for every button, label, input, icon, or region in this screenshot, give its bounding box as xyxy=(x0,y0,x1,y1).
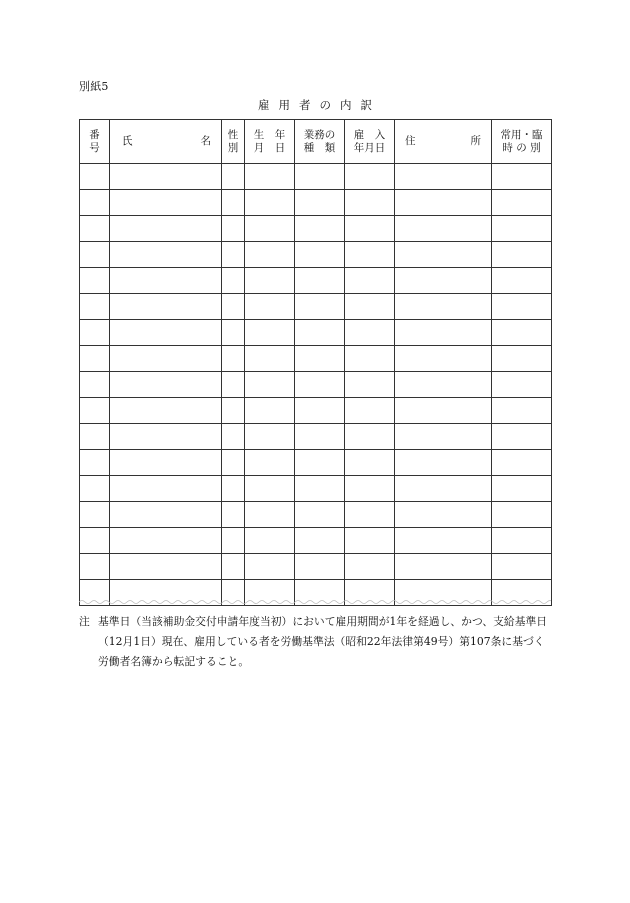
table-cell xyxy=(295,554,345,580)
table-cell xyxy=(110,320,222,346)
table-cell xyxy=(245,242,295,268)
table-cell xyxy=(395,424,492,450)
table-row xyxy=(80,528,552,554)
table-cell xyxy=(222,164,245,190)
table-row xyxy=(80,346,552,372)
table-cell xyxy=(245,268,295,294)
table-cell xyxy=(245,216,295,242)
table-cell xyxy=(222,398,245,424)
table-cell xyxy=(295,320,345,346)
header-address: 住 所 xyxy=(395,120,492,164)
table-cell xyxy=(110,476,222,502)
header-hire-date: 雇 入 年月日 xyxy=(345,120,395,164)
table-cell xyxy=(110,294,222,320)
table-row xyxy=(80,450,552,476)
table-cell xyxy=(245,502,295,528)
table-cell xyxy=(222,450,245,476)
table-cell xyxy=(80,554,110,580)
table-cell xyxy=(492,268,552,294)
table-cell xyxy=(80,372,110,398)
table-cell xyxy=(245,320,295,346)
header-name: 氏 名 xyxy=(110,120,222,164)
table-cell xyxy=(492,528,552,554)
table-cell xyxy=(295,216,345,242)
table-row xyxy=(80,320,552,346)
table-cell xyxy=(245,190,295,216)
footnote-mark: 注 xyxy=(79,615,90,628)
table-cell xyxy=(110,242,222,268)
table-cell xyxy=(295,190,345,216)
table-cell xyxy=(80,242,110,268)
table-cell xyxy=(110,424,222,450)
table-cell xyxy=(110,554,222,580)
table-row xyxy=(80,164,552,190)
table-cell xyxy=(222,424,245,450)
table-cell xyxy=(492,190,552,216)
table-cell xyxy=(395,294,492,320)
table-cell xyxy=(295,164,345,190)
table-cell xyxy=(110,164,222,190)
table-cell xyxy=(245,346,295,372)
table-cell xyxy=(345,450,395,476)
table-cell xyxy=(345,190,395,216)
table-cell xyxy=(110,372,222,398)
table-cell xyxy=(80,346,110,372)
table-cell xyxy=(395,216,492,242)
table-row xyxy=(80,398,552,424)
table-cell xyxy=(110,502,222,528)
table-cell xyxy=(395,372,492,398)
table-cell xyxy=(295,424,345,450)
table-row xyxy=(80,190,552,216)
footnote xyxy=(79,612,554,672)
table-cell xyxy=(395,320,492,346)
table-cell xyxy=(345,424,395,450)
table-cell xyxy=(222,268,245,294)
table-cell xyxy=(80,424,110,450)
table-cell xyxy=(395,164,492,190)
table-cell xyxy=(395,398,492,424)
table-cell xyxy=(395,242,492,268)
table-cell xyxy=(222,502,245,528)
table-cell xyxy=(492,476,552,502)
table-cell xyxy=(295,398,345,424)
table-cell xyxy=(345,398,395,424)
table-cell xyxy=(492,242,552,268)
table-cell xyxy=(395,554,492,580)
table-cell xyxy=(295,372,345,398)
table-cell xyxy=(345,476,395,502)
table-cell xyxy=(492,502,552,528)
table-cell xyxy=(222,190,245,216)
table-row xyxy=(80,554,552,580)
table-cell xyxy=(492,450,552,476)
table-cell xyxy=(295,450,345,476)
table-cell xyxy=(245,476,295,502)
table-cell xyxy=(492,398,552,424)
table-cell xyxy=(80,528,110,554)
table-cell xyxy=(80,502,110,528)
table-cell xyxy=(222,476,245,502)
table-cell xyxy=(295,346,345,372)
table-header-row xyxy=(80,120,552,164)
table-cell xyxy=(110,268,222,294)
header-employment-type: 常用・臨 時 の 別 xyxy=(492,120,552,164)
table-cell xyxy=(222,216,245,242)
table-cell xyxy=(245,164,295,190)
table-cell xyxy=(80,216,110,242)
table-cell xyxy=(222,320,245,346)
header-job-type: 業務の 種 類 xyxy=(295,120,345,164)
table-cell xyxy=(80,320,110,346)
table-row xyxy=(80,372,552,398)
table-cell xyxy=(295,502,345,528)
table-cell xyxy=(110,528,222,554)
table-cell xyxy=(345,164,395,190)
document-title: 雇用者の内訳 xyxy=(258,98,381,112)
table-row xyxy=(80,268,552,294)
table-cell xyxy=(110,398,222,424)
header-number: 番 号 xyxy=(80,120,110,164)
table-cell xyxy=(345,502,395,528)
table-cell xyxy=(395,502,492,528)
attachment-label: 別紙5 xyxy=(79,80,109,93)
table-cell xyxy=(245,294,295,320)
employee-table xyxy=(79,119,552,606)
table-row xyxy=(80,294,552,320)
table-cell xyxy=(492,216,552,242)
table-cell xyxy=(395,476,492,502)
table-cell xyxy=(80,294,110,320)
table-cell xyxy=(492,372,552,398)
table-cell xyxy=(245,424,295,450)
table-cell xyxy=(345,528,395,554)
table-cell xyxy=(492,294,552,320)
table-cell xyxy=(395,528,492,554)
table-cell xyxy=(110,450,222,476)
table-cell xyxy=(492,320,552,346)
table-row xyxy=(80,476,552,502)
table-cell xyxy=(295,294,345,320)
table-row xyxy=(80,424,552,450)
table-cell xyxy=(245,450,295,476)
table-cell xyxy=(110,346,222,372)
table-cell xyxy=(395,268,492,294)
table-cell xyxy=(222,528,245,554)
header-gender: 性 別 xyxy=(222,120,245,164)
table-cell xyxy=(492,346,552,372)
table-cell xyxy=(222,294,245,320)
table-cell xyxy=(245,398,295,424)
table-cell xyxy=(345,294,395,320)
table-cell xyxy=(110,190,222,216)
table-cell xyxy=(295,242,345,268)
table-cell xyxy=(345,372,395,398)
table-cell xyxy=(222,242,245,268)
table-cell xyxy=(345,554,395,580)
table-cell xyxy=(345,320,395,346)
table-row xyxy=(80,216,552,242)
table-cell xyxy=(222,372,245,398)
table-body xyxy=(80,164,552,606)
table-cell xyxy=(245,528,295,554)
table-cell xyxy=(295,476,345,502)
table-cell xyxy=(492,164,552,190)
table-row xyxy=(80,502,552,528)
table-cell xyxy=(492,554,552,580)
table-cell xyxy=(80,450,110,476)
table-cell xyxy=(345,346,395,372)
table-cell xyxy=(395,346,492,372)
table-cell xyxy=(222,346,245,372)
header-birthdate: 生 年 月 日 xyxy=(245,120,295,164)
table-cell xyxy=(345,216,395,242)
table-row xyxy=(80,242,552,268)
table-cell xyxy=(345,242,395,268)
table-cell xyxy=(245,372,295,398)
table-cell xyxy=(295,528,345,554)
table-cell xyxy=(80,398,110,424)
footnote-text: 基準日（当該補助金交付申請年度当初）において雇用期間が1年を経過し、かつ、支給基準日（12月1日）現在、雇用している者を労働基準法（昭和22年法律第49号）第107条に基づく労働者名簿から転記すること。 xyxy=(98,615,548,668)
table-cell xyxy=(395,190,492,216)
table-cell xyxy=(80,190,110,216)
table-cell xyxy=(80,164,110,190)
table-cell xyxy=(345,268,395,294)
table-cell xyxy=(395,450,492,476)
table-cell xyxy=(245,554,295,580)
table-cell xyxy=(295,268,345,294)
table-cell xyxy=(80,268,110,294)
table-cell xyxy=(222,554,245,580)
table-cell xyxy=(110,216,222,242)
table-cell xyxy=(492,424,552,450)
torn-edge-divider xyxy=(79,598,551,606)
table-cell xyxy=(80,476,110,502)
